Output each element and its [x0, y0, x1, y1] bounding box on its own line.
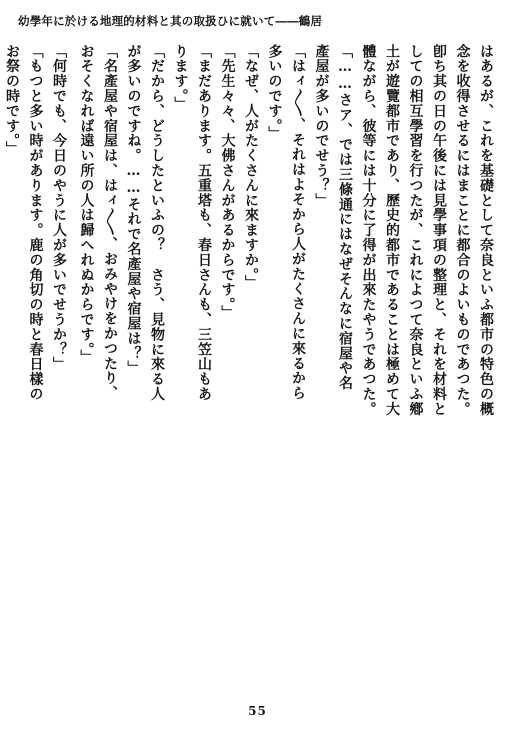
text-column: 「名產屋や宿屋は、はィ〳〵、おみやけをかつたり、 — [102, 44, 118, 401]
text-column: 產屋が多いのでせう？」 — [313, 44, 330, 208]
text-column: 「何時でも、今日のやうに人が多いでせうか？」 — [51, 44, 67, 372]
text-column: おそくなれば遠い所の人は歸へれぬからです。」 — [78, 44, 95, 365]
text-column: が多いのですね。……それで名產屋や宿屋は？」 — [125, 44, 142, 376]
text-column: 「はィ〳〵、それはよそから人がたくさんに來るから — [290, 44, 306, 401]
text-column: 卽ち其の日の午後には見學事項の整理と、それを材料と — [431, 44, 447, 417]
text-column: はあるが、これを基礎として奈良といふ都市の特色の概 — [478, 44, 494, 417]
text-column: お祭の時です。」 — [4, 44, 20, 157]
text-column: 土が遊覽都市であり、歷史的都市であることは極めて大 — [384, 44, 400, 417]
vertical-body-text — [4, 44, 497, 680]
text-column: ります。」 — [172, 44, 189, 112]
text-column: 體ながら、彼等には十分に了得が出來たやうであつた。 — [360, 44, 377, 417]
text-column: 「まだあります。五重塔も、春日さんも、三笠山もあ — [196, 44, 212, 402]
text-column: 「先生々々、大佛さんがあるからです。」 — [219, 44, 236, 321]
running-head-title: 幼學年に於ける地理的材料と其の取扱ひに就いて――鶴居 — [18, 14, 323, 28]
text-column: 「もつと多い時があります。鹿の角切の時と春日樣の — [27, 44, 44, 402]
text-column: 「……さア、では三條通にはなぜそんなに宿屋や名 — [337, 44, 353, 391]
text-column: 「なぜ、人がたくさんに來ますか。」 — [243, 44, 259, 291]
text-column: しての相互學習を行つたが、これによつて奈良といふ鄕 — [407, 44, 424, 417]
text-column: 多いのです。」 — [266, 44, 283, 142]
page-number: 55 — [248, 704, 267, 718]
text-column: 念を收得させるにはまことに都合のよいものであつた。 — [454, 44, 471, 417]
text-column: 「だから、どうしたといふの？ さう、見物に來る人 — [149, 44, 165, 402]
